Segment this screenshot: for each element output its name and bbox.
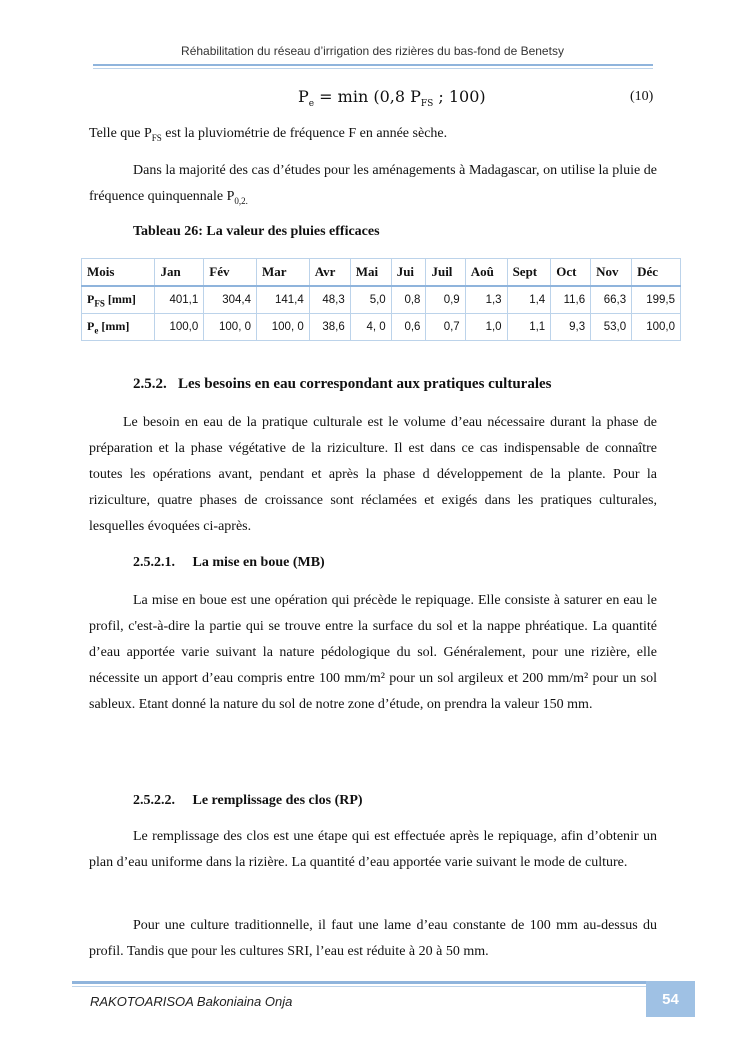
table-row [82,286,681,314]
subsection-heading-remplissage: 2.5.2.2. Le remplissage des clos (RP) [133,793,363,808]
header-cell: Fév [204,259,257,287]
table-cell: 0,7 [426,314,465,341]
header-cell: Juil [426,259,465,287]
table-cell: 0,8 [391,286,426,314]
table-cell: 304,4 [204,286,257,314]
footer-rule-thin [72,986,646,987]
table-row [82,314,681,341]
section-heading: 2.5.2. Les besoins en eau correspondant aux pratiques culturales [133,376,552,392]
header-cell: Sept [507,259,551,287]
subsection-heading-mise-en-boue: 2.5.2.1. La mise en boue (MB) [133,555,325,570]
table-caption: Tableau 26: La valeur des pluies efficaces [133,224,380,239]
header-cell: Jan [155,259,204,287]
header-cell: Mai [350,259,391,287]
row-label-pfs: $P_{FS}$ [mm] [82,286,155,314]
equation: $P_e = \min (0,8$ $P_{FS}$ ; 100) [298,87,486,110]
row-label-pe: $P_e$ [mm] [82,314,155,341]
header-cell: Jui [391,259,426,287]
table-cell: 0,9 [426,286,465,314]
table-cell: 0,6 [391,314,426,341]
table-cell: 66,3 [591,286,632,314]
table-header-row [82,259,681,287]
paragraph-mise-en-boue: La mise en boue est une opération qui précède le repiquage. Elle consiste à saturer en eau le profil, c'est-à-dire la partie qui se trouve entre la surface du sol et la nappe phréatique. La quantité d’eau apportée varie suivant la nature pédologique du sol. Généralement, pour une rizière, elle nécessite un apport d’eau compris entre 100 mm/m² pour un sol argileux et 200 mm/m² pour un sol sableux. Etant donné la nature du sol de notre zone d’étude, on prendra la valeur 150 mm. [89,593,657,712]
footer-author: RAKOTOARISOA Bakoniaina Onja [90,994,293,1009]
table-cell: 1,4 [507,286,551,314]
table-cell: 100,0 [632,314,681,341]
page-header: Réhabilitation du réseau d’irrigation des rizières du bas-fond de Benetsy [181,44,564,58]
table-cell: 141,4 [257,286,310,314]
header-cell: Oct [551,259,591,287]
paragraph-besoins: Le besoin en eau de la pratique culturale est le volume d’eau nécessaire durant la phase de préparation et la phase végétative de la riziculture. Il est dans ce cas indispensable de connaître toutes les opérations avant, pendant et après la phase d développement de la plante. Pour la riziculture, quatre phases de croissance sont réclamées et exigés dans les pratiques culturales, lesquelles évoquées ci-après. [89,415,657,534]
table-cell: 100, 0 [204,314,257,341]
header-cell: Mois [82,259,155,287]
table-cell: 199,5 [632,286,681,314]
table-cell: 48,3 [309,286,350,314]
header-rule [93,64,653,66]
table-cell: 53,0 [591,314,632,341]
page-number: 54 [646,981,695,1017]
paragraph-quinquennale: Dans la majorité des cas d’études pour les aménagements à Madagascar, on utilise la pluie de fréquence quinquennale $P_{0,2.}$ [89,163,657,206]
table-cell: 1,3 [465,286,507,314]
table-cell: 11,6 [551,286,591,314]
table-cell: 1,1 [507,314,551,341]
table-cell: 100,0 [155,314,204,341]
header-rule-thin [93,68,653,69]
header-cell: Mar [257,259,310,287]
table-cell: 1,0 [465,314,507,341]
table-cell: 9,3 [551,314,591,341]
equation-number: (10) [630,89,654,104]
header-cell: Avr [309,259,350,287]
table-cell: 38,6 [309,314,350,341]
footer-rule [72,981,646,984]
header-cell: Aoû [465,259,507,287]
header-cell: Nov [591,259,632,287]
paragraph-remplissage: Le remplissage des clos est une étape qui est effectuée après le repiquage, afin d’obtenir un plan d’eau uniforme dans la rizière. La quantité d’eau apportée varie suivant le mode de culture. [89,829,657,870]
table-cell: 401,1 [155,286,204,314]
header-cell: Déc [632,259,681,287]
paragraph-culture-traditionnelle: Pour une culture traditionnelle, il faut une lame d’eau constante de 100 mm au-dessus du profil. Tandis que pour les cultures SRI, l’eau est réduite à 20 à 50 mm. [89,918,657,959]
table-cell: 100, 0 [257,314,310,341]
table-cell: 5,0 [350,286,391,314]
paragraph-pfs-definition: Telle que $P_{FS}$ est la pluviométrie de fréquence F en année sèche. [89,126,448,143]
effective-rain-table [81,258,681,341]
table-cell: 4, 0 [350,314,391,341]
